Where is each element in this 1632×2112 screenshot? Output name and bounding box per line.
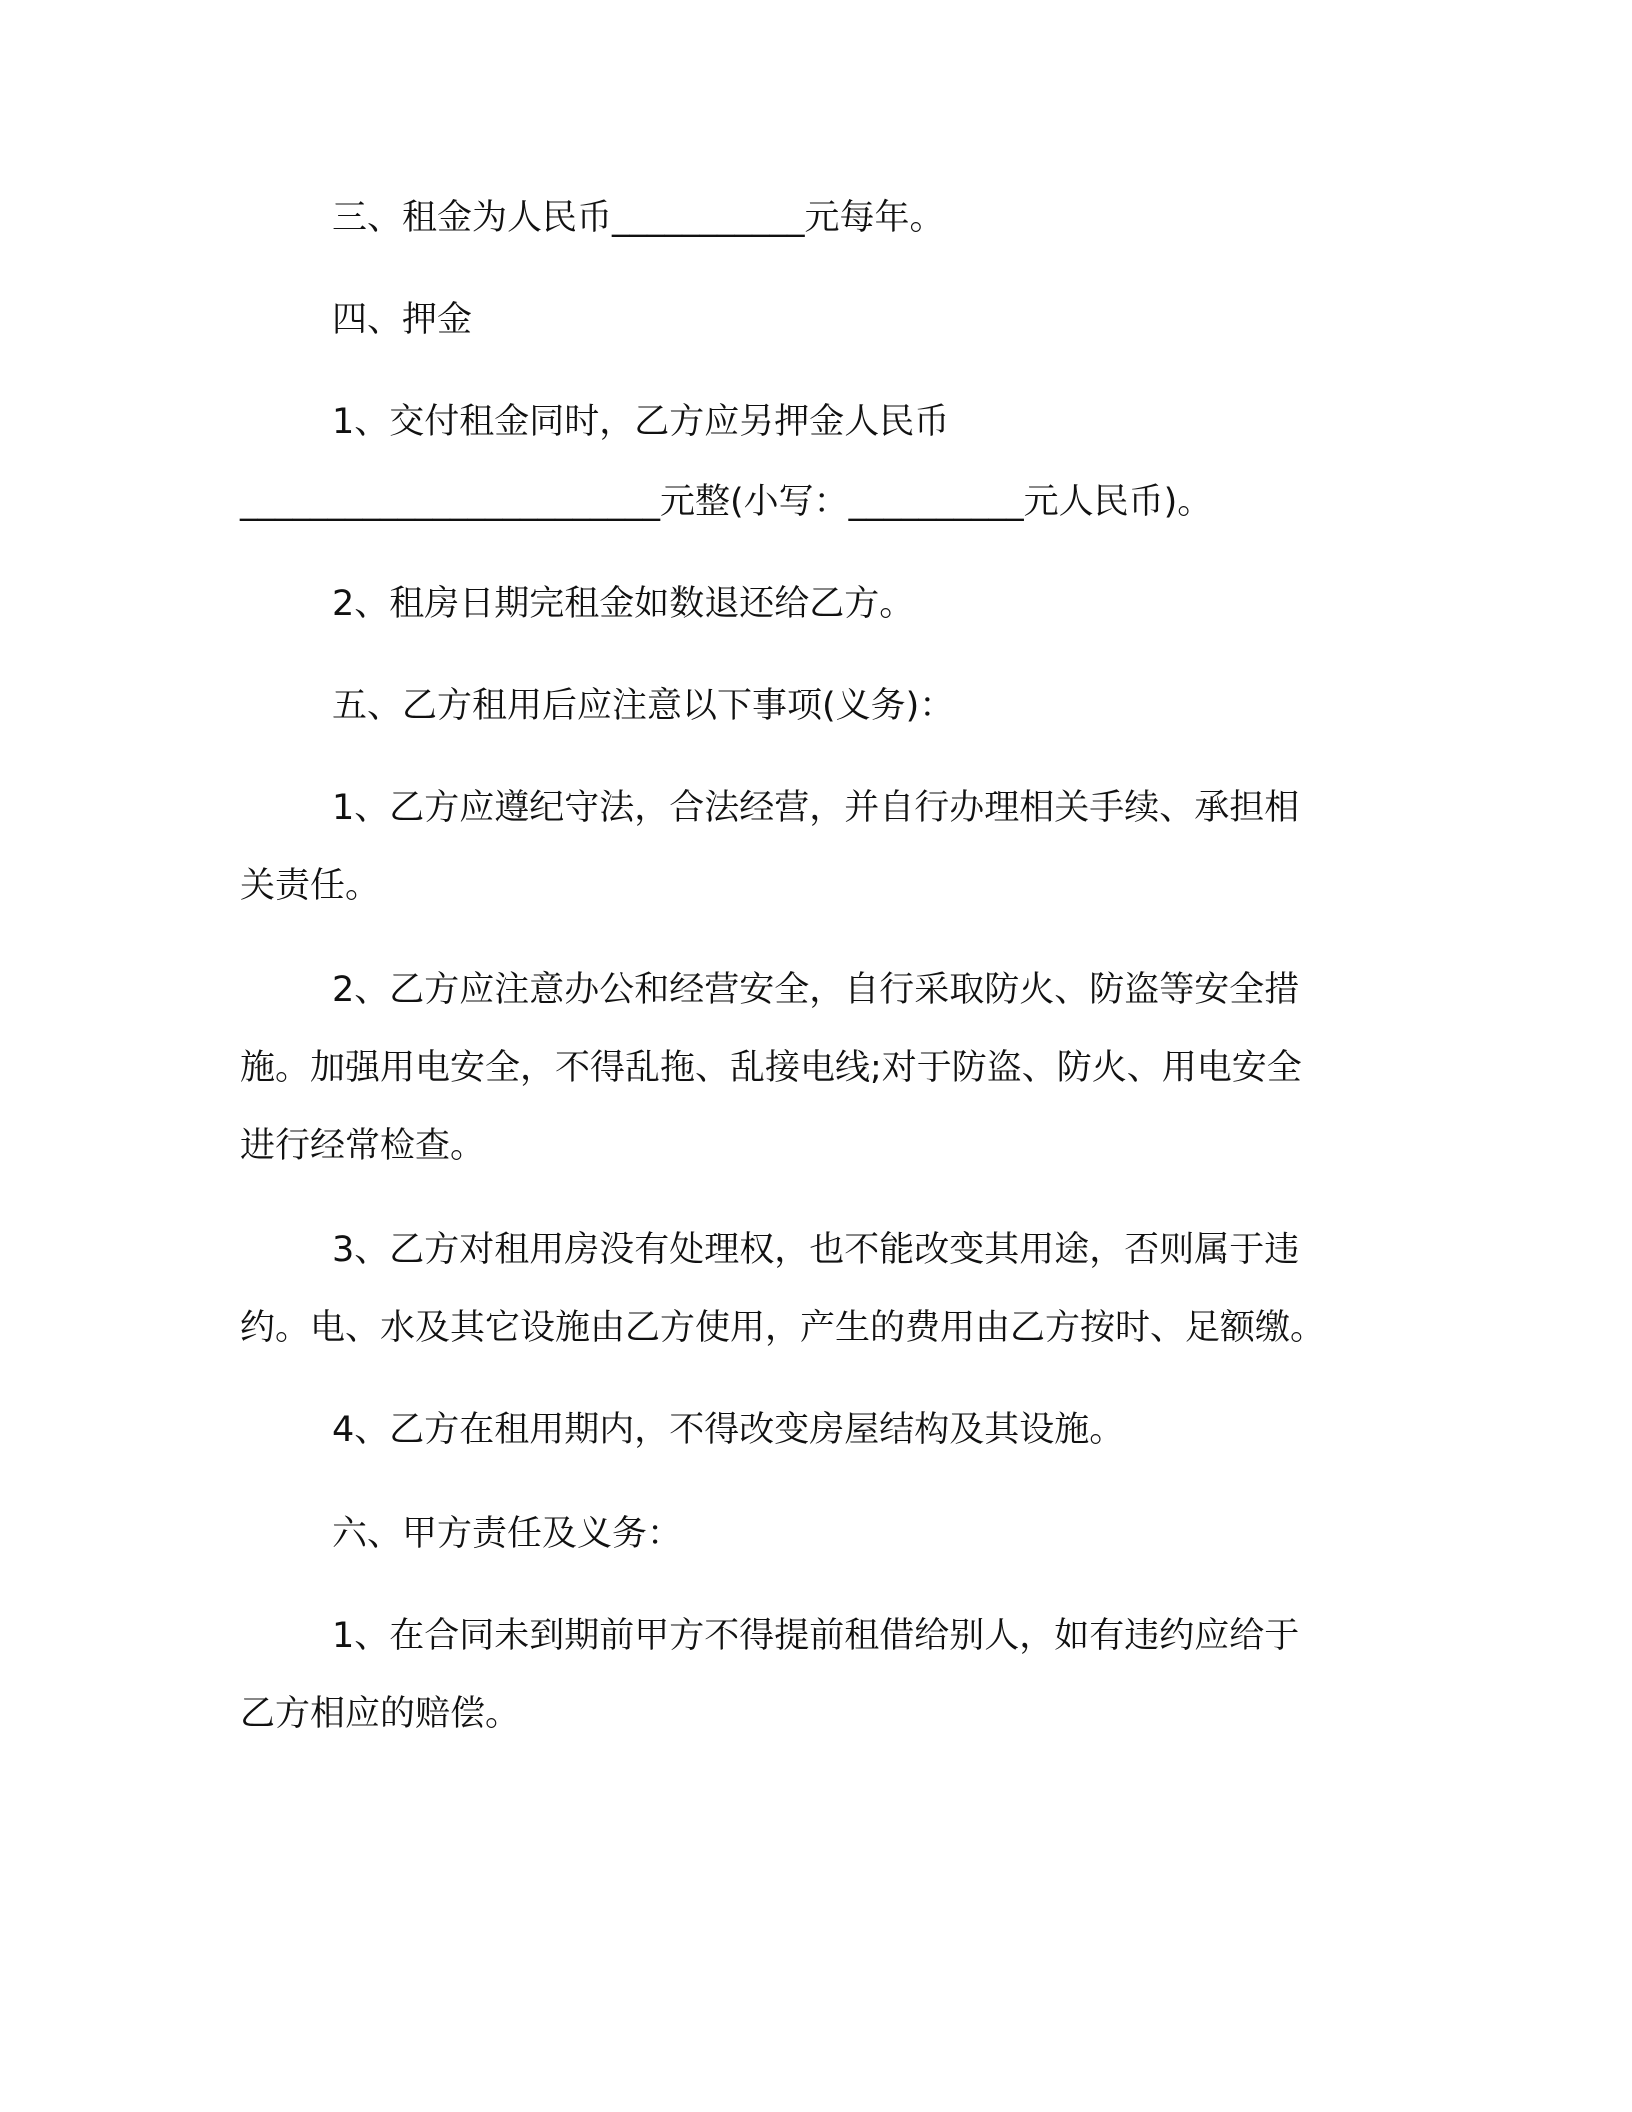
clause-5-1-line-2: 关责任。 (240, 866, 381, 906)
clause-6-1-line-2: 乙方相应的赔偿。 (240, 1694, 521, 1734)
clause-4-heading: 四、押金 (332, 300, 473, 340)
clause-4-1-line-2: ________________________元整(小写：__________元人民币)。 (240, 482, 1213, 522)
clause-5-1-line-1: 1、乙方应遵纪守法，合法经营，并自行办理相关手续、承担相 (332, 788, 1300, 828)
clause-4-2: 2、租房日期完租金如数退还给乙方。 (332, 584, 915, 624)
clause-5-2-line-1: 2、乙方应注意办公和经营安全，自行采取防火、防盗等安全措 (332, 970, 1300, 1010)
clause-5-2-line-3: 进行经常检查。 (240, 1126, 486, 1166)
clause-5-2-line-2: 施。加强用电安全，不得乱拖、乱接电线;对于防盗、防火、用电安全 (240, 1048, 1302, 1088)
clause-5-3-line-2: 约。电、水及其它设施由乙方使用，产生的费用由乙方按时、足额缴。 (240, 1308, 1326, 1348)
clause-3-rent: 三、租金为人民币___________元每年。 (332, 198, 945, 238)
clause-4-1-line-1: 1、交付租金同时，乙方应另押金人民币 (332, 402, 950, 442)
clause-5-heading: 五、乙方租用后应注意以下事项(义务)： (332, 686, 955, 726)
clause-5-3-line-1: 3、乙方对租用房没有处理权，也不能改变其用途，否则属于违 (332, 1230, 1300, 1270)
clause-6-heading: 六、甲方责任及义务： (332, 1514, 683, 1554)
clause-5-4: 4、乙方在租用期内，不得改变房屋结构及其设施。 (332, 1410, 1125, 1450)
clause-6-1-line-1: 1、在合同未到期前甲方不得提前租借给别人，如有违约应给于 (332, 1616, 1300, 1656)
